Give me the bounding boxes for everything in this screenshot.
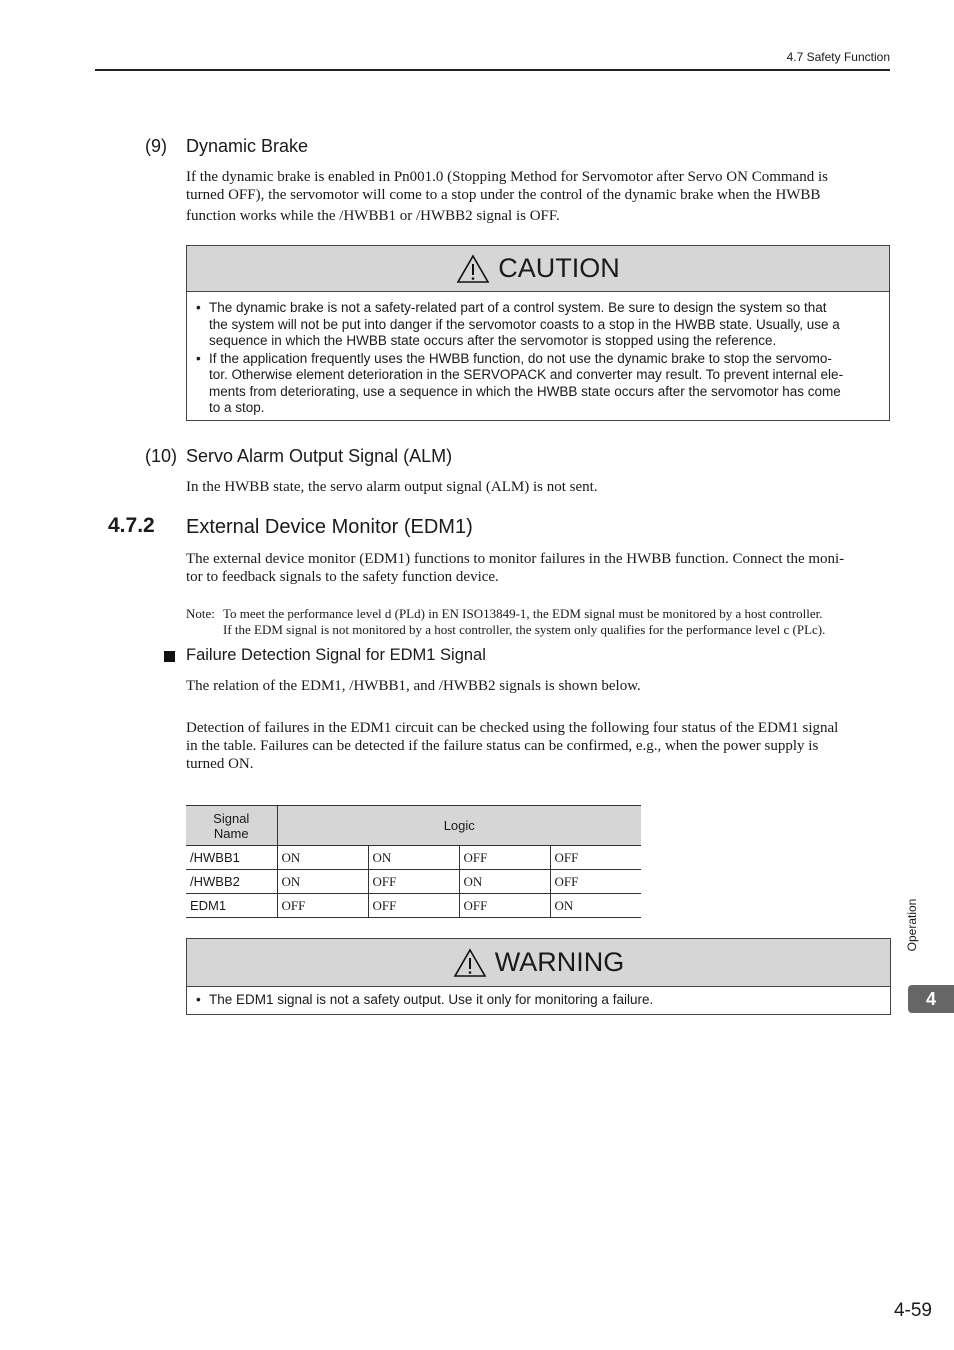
signal-name-cell: /HWBB1 <box>186 846 277 870</box>
caution-title: CAUTION <box>498 253 620 283</box>
header-signal-name: Signal Name <box>186 806 277 846</box>
logic-cell: ON <box>550 894 641 918</box>
section-9-title: Dynamic Brake <box>186 136 309 156</box>
page-number: 4-59 <box>893 1300 932 1321</box>
section-9-number: (9) <box>145 136 167 156</box>
side-chapter-label: Operation <box>905 898 919 952</box>
warning-item: • The EDM1 signal is not a safety output. Use it only for monitoring a failure. <box>195 992 882 1009</box>
section-10-number: (10) <box>145 446 178 466</box>
failure-paragraph-1: The relation of the EDM1, /HWBB1, and /HWBB2 signals is shown below. <box>186 678 641 694</box>
header-rule <box>95 69 890 71</box>
running-header: 4.7 Safety Function <box>786 50 890 64</box>
logic-cell: OFF <box>368 894 459 918</box>
section-472-paragraph: The external device monitor (EDM1) functions to monitor failures in the HWBB function. Connect the moni- tor to feedback signals to the safety function device. <box>186 551 845 585</box>
logic-table <box>186 805 641 918</box>
table-header-row <box>186 806 641 846</box>
warning-box <box>186 938 891 1015</box>
logic-cell: OFF <box>550 846 641 870</box>
failure-paragraph-2: Detection of failures in the EDM1 circuit can be checked using the following four status of the EDM1 signal in the table. Failures can be detected if the failure status can be confirmed, e.g., when the power supply is turned ON. <box>186 720 839 772</box>
caution-item: • The dynamic brake is not a safety-related part of a control system. Be sure to design the system so that the system will not be put into danger if the servomotor coasts to a stop in the HWBB state. Usually, use a sequence in which the HWBB state occurs after the servomotor is stopped using the reference. <box>195 300 881 350</box>
warning-triangle-icon <box>453 948 487 978</box>
header-logic: Logic <box>277 806 641 846</box>
logic-cell: OFF <box>459 894 550 918</box>
logic-cell: OFF <box>459 846 550 870</box>
warning-body <box>187 987 890 1017</box>
signal-name-cell: EDM1 <box>186 894 277 918</box>
caution-body <box>187 292 889 425</box>
failure-title: Failure Detection Signal for EDM1 Signal <box>186 646 486 664</box>
logic-cell: ON <box>368 846 459 870</box>
warning-triangle-icon <box>456 254 490 284</box>
logic-cell: ON <box>277 870 368 894</box>
warning-header <box>187 939 890 987</box>
logic-cell: OFF <box>550 870 641 894</box>
logic-cell: OFF <box>368 870 459 894</box>
section-9-paragraph: If the dynamic brake is enabled in Pn001.0 (Stopping Method for Servomotor after Servo ON Command is turned OFF), the servomotor will come to a stop under the control of the dynamic brake when the HWBB function works while the /HWBB1 or /HWBB2 signal is OFF. <box>186 169 828 224</box>
caution-item: • If the application frequently uses the HWBB function, do not use the dynamic brake to stop the servomo- tor. Otherwise element deterioration in the SERVOPACK and converter may result. To prevent internal ele- ments from deteriorating, use a sequence in which the HWBB state occurs after the servomotor has come to a stop. <box>195 351 881 417</box>
table-row <box>186 870 641 894</box>
logic-cell: ON <box>459 870 550 894</box>
section-472-number: 4.7.2 <box>108 514 155 537</box>
table-row <box>186 894 641 918</box>
square-bullet-icon <box>164 651 175 662</box>
logic-cell: ON <box>277 846 368 870</box>
note-label: Note: <box>186 606 215 621</box>
logic-cell: OFF <box>277 894 368 918</box>
signal-name-cell: /HWBB2 <box>186 870 277 894</box>
note-text: To meet the performance level d (PLd) in EN ISO13849-1, the EDM signal must be monitored by a host controller. If the EDM signal is not monitored by a host controller, the system only qualifies for the performance level c (PLc). <box>223 606 826 637</box>
table-row <box>186 846 641 870</box>
caution-header <box>187 246 889 292</box>
caution-box <box>186 245 890 421</box>
section-10-title: Servo Alarm Output Signal (ALM) <box>186 446 453 466</box>
side-chapter-tab: 4 <box>908 985 954 1013</box>
section-10-paragraph: In the HWBB state, the servo alarm output signal (ALM) is not sent. <box>186 479 598 495</box>
section-472-title: External Device Monitor (EDM1) <box>186 516 473 538</box>
warning-title: WARNING <box>494 947 625 977</box>
